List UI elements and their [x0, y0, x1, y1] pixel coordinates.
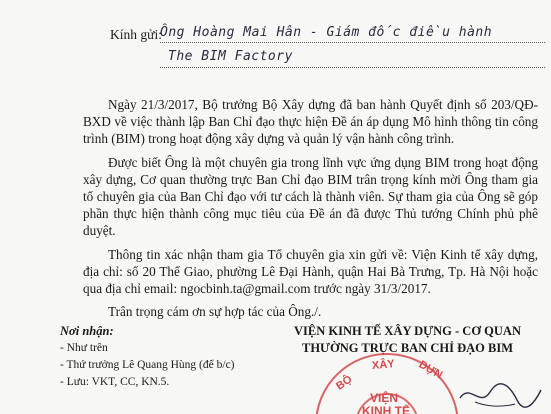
signature-icon [455, 378, 545, 414]
letter-body [83, 96, 538, 326]
paragraph: Trân trọng cám ơn sự hợp tác của Ông./. [108, 304, 322, 320]
dotted-line [160, 42, 545, 43]
seal-text: VIỆN [370, 391, 399, 405]
recipients-block [60, 323, 235, 391]
dotted-line [160, 67, 545, 68]
recipient-company: The BIM Factory [168, 49, 293, 64]
recipient-item: - Thứ trưởng Lê Quang Hùng (để b/c) [60, 359, 235, 371]
paragraph: Được biết Ông là một chuyên gia trong lĩnh vực ứng dụng BIM trong hoạt động xây dựng, Cơ quan thường trực Ban Chỉ đạo BIM trân trọng kính mời Ông tham gia tổ chuyên gia của Ban Chỉ đạo với tư cách là thành viên. Sự tham gia của Ông sẽ góp phần thực hiện thành công mục tiêu của Đề án đã được Thủ tướng Chính phủ phê duyệt. [83, 154, 538, 239]
seal-text: BỘ [334, 373, 355, 393]
salutation-label: Kính gửi: [110, 27, 162, 42]
recipient-name: Ông Hoàng Mai Hân - Giám đốc điều hành [160, 25, 493, 40]
org-line: VIỆN KINH TẾ XÂY DỰNG - CƠ QUAN [294, 324, 521, 338]
paragraph: Ngày 21/3/2017, Bộ trưởng Bộ Xây dựng đã ban hành Quyết định số 203/QĐ-BXD về việc thành lập Ban Chỉ đạo thực hiện Đề án áp dụng Mô hình thông tin công trình (BIM) trong hoạt động xây dựng và quản lý vận hành công trình. [83, 97, 538, 147]
seal-text: KINH TẾ [362, 404, 410, 414]
paragraph: Thông tin xác nhận tham gia Tổ chuyên gia xin gửi về: Viện Kinh tế xây dựng, địa chỉ: số 20 Thể Giao, phường Lê Đại Hành, quận Hai Bà Trưng, Tp. Hà Nội hoặc qua địa chỉ email: ngocbinh.ta@gmail.com trước ngày 31/3/2017. [83, 246, 538, 297]
org-line: THƯỜNG TRỰC BAN CHỈ ĐẠO BIM [301, 341, 513, 355]
organization-block [270, 323, 545, 357]
seal-text: DỰN [416, 358, 445, 382]
recipients-heading: Nơi nhận: [60, 324, 114, 338]
seal-text: XÂY [371, 358, 396, 372]
recipient-item: - Như trên [60, 342, 108, 354]
recipient-item: - Lưu: VKT, CC, KN.5. [60, 376, 170, 388]
